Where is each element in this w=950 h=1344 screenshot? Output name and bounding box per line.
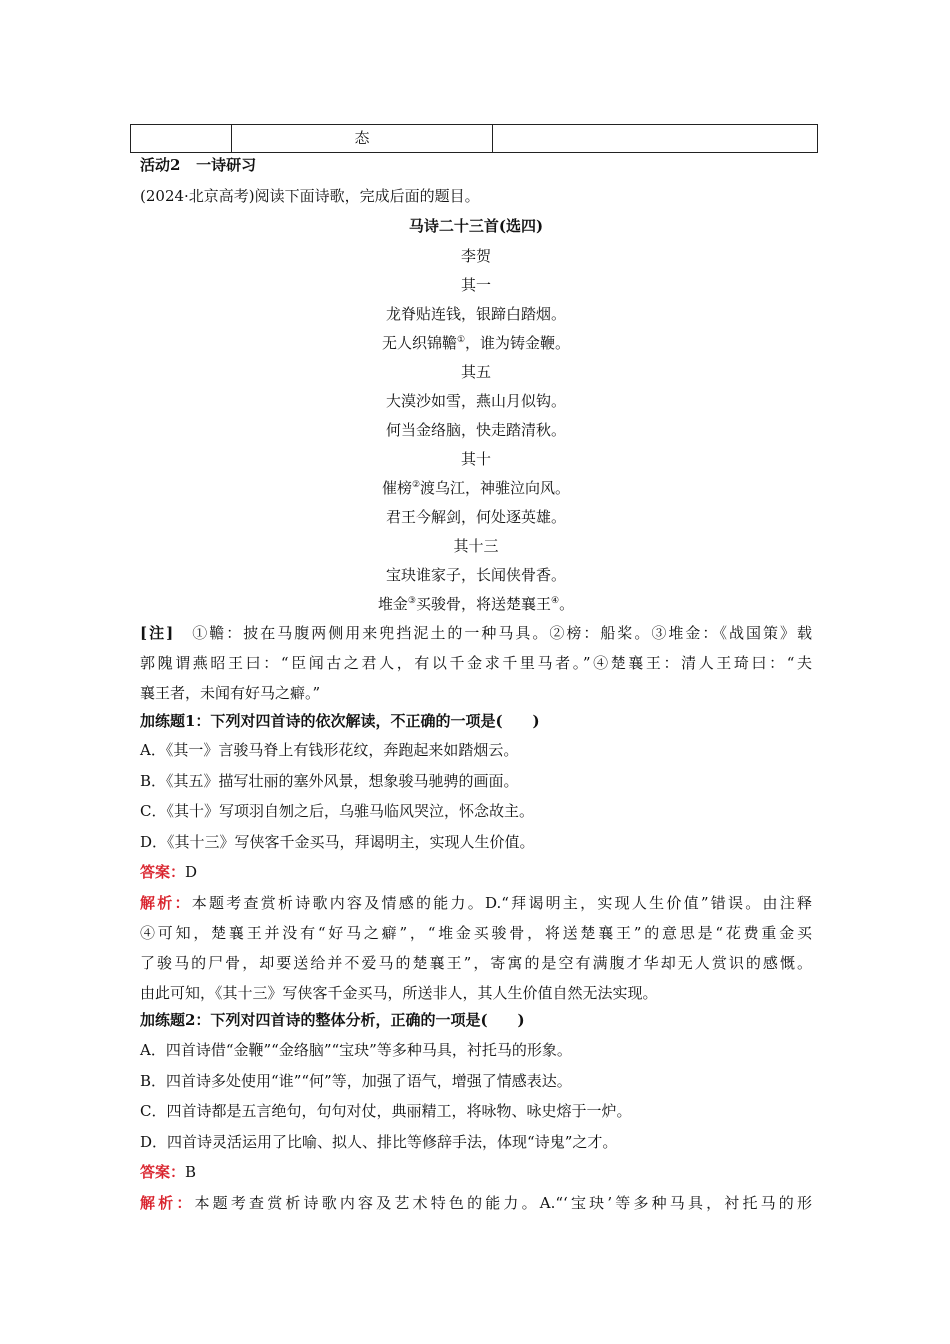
- option-a: A．《其一》言骏马脊上有钱形花纹，奔跑起来如踏烟云。: [140, 741, 519, 759]
- option-c: C．《其十》写项羽自刎之后，乌骓马临风哭泣，怀念故主。: [140, 802, 534, 820]
- poem-section-heading: 其十三: [453, 537, 499, 555]
- option-b: B．四首诗多处使用“谁”“何”等，加强了语气，增强了情感表达。: [140, 1072, 572, 1090]
- analysis-line: ④可知，楚襄王并没有“好马之癖”，“堆金买骏骨，将送楚襄王”的意思是“花费重金买: [140, 924, 812, 942]
- table-cell: [493, 125, 817, 152]
- poem-section-heading: 其五: [460, 363, 491, 381]
- option-d: D．四首诗灵活运用了比喻、拟人、排比等修辞手法，体现“诗鬼”之才。: [140, 1133, 618, 1151]
- option-b: B．《其五》描写壮丽的塞外风景，想象骏马驰骋的画面。: [140, 772, 519, 790]
- footnote-marker: ④: [551, 596, 560, 606]
- table-fragment: [130, 124, 818, 153]
- poem-line: 无人织锦韂①，谁为铸金鞭。: [381, 334, 571, 352]
- footnote-marker: ①: [456, 335, 466, 345]
- activity-heading: 活动2 一诗研习: [140, 156, 257, 174]
- source-line: (2024·北京高考)阅读下面诗歌，完成后面的题目。: [140, 187, 480, 205]
- notes-line: 襄王者，未闻有好马之癖。”: [140, 684, 321, 702]
- option-c: C．四首诗都是五言绝句，句句对仗，典丽精工，将咏物、咏史熔于一炉。: [140, 1102, 632, 1120]
- notes-line: [注] ①韂：披在马腹两侧用来兜挡泥土的一种马具。②榜：船桨。③堆金：《战国策》载: [140, 624, 812, 642]
- analysis-line: 解析：本题考查赏析诗歌内容及艺术特色的能力。A.“‘宝玦’等多种马具，衬托马的形: [140, 1194, 812, 1212]
- poem-line: 大漠沙如雪，燕山月似钩。: [385, 392, 566, 410]
- poem-line: 宝玦谁家子，长闻侠骨香。: [385, 566, 566, 584]
- poem-author: 李贺: [460, 247, 491, 265]
- footnote-marker: ②: [411, 480, 421, 490]
- analysis-line: 由此可知，《其十三》写侠客千金买马，所送非人，其人生价值自然无法实现。: [140, 984, 658, 1002]
- poem-line: 催榜②渡乌江，神骓泣向风。: [381, 479, 571, 497]
- option-a: A．四首诗借“金鞭”“金络脑”“宝玦”等多种马具，衬托马的形象。: [140, 1041, 572, 1059]
- option-d: D．《其十三》写侠客千金买马，拜谒明主，实现人生价值。: [140, 833, 535, 851]
- analysis-line: 了骏马的尸骨，却要送给并不爱马的楚襄王”，寄寓的是空有满腹才华却无人赏识的感慨。: [140, 954, 812, 972]
- poem-title: 马诗二十三首(选四): [408, 217, 544, 235]
- analysis-line: 解析：本题考查赏析诗歌内容及情感的能力。D.“拜谒明主，实现人生价值”错误。由注释: [140, 894, 812, 912]
- answer-line: 答案：D: [140, 863, 198, 881]
- poem-line: 龙脊贴连钱，银蹄白踏烟。: [385, 305, 566, 323]
- table-cell: [131, 125, 232, 152]
- poem-line: 堆金③买骏骨，将送楚襄王④。: [377, 595, 575, 613]
- question-stem: 加练题2：下列对四首诗的整体分析，正确的一项是( ): [140, 1011, 525, 1029]
- poem-section-heading: 其一: [460, 276, 491, 294]
- poem-line: 何当金络脑，快走踏清秋。: [385, 421, 566, 439]
- table-cell: 态: [232, 125, 493, 152]
- notes-line: 郭隗谓燕昭王曰：“臣闻古之君人，有以千金求千里马者。”④楚襄王：清人王琦曰：“夫: [140, 654, 812, 672]
- footnote-marker: ③: [407, 596, 416, 606]
- poem-section-heading: 其十: [460, 450, 491, 468]
- question-stem: 加练题1：下列对四首诗的依次解读，不正确的一项是( ): [140, 712, 540, 730]
- answer-line: 答案：B: [140, 1163, 197, 1181]
- poem-line: 君王今解剑，何处逐英雄。: [385, 508, 566, 526]
